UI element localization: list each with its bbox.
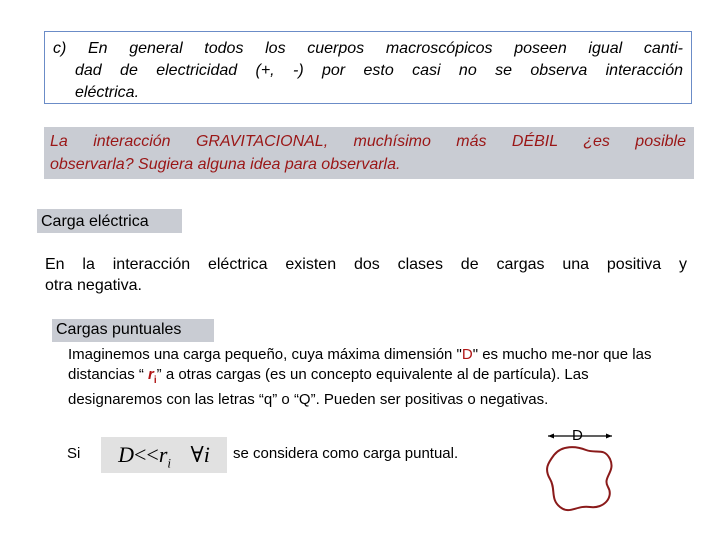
dimension-label: D — [572, 427, 583, 444]
consider-text: se considera como carga puntual. — [233, 445, 459, 462]
statement-line-3: eléctrica. — [75, 84, 140, 101]
statement-line-1: c) En general todos los cuerpos macroscópicos poseen igual canti- — [53, 40, 683, 57]
formula-operator: << — [133, 442, 159, 467]
heading-cargas-puntuales: Cargas puntuales — [52, 319, 214, 342]
formula-d: D — [118, 442, 134, 467]
statement-box — [44, 31, 692, 104]
formula-sub-i: i — [167, 455, 171, 471]
paragraph-line-1: En la interacción eléctrica existen dos clases de cargas una positiva y — [45, 256, 687, 273]
symbol-d: D — [461, 346, 473, 363]
paragraph-line-2: otra negativa. — [45, 277, 142, 294]
arrow-left — [548, 434, 554, 439]
formula-i: i — [203, 442, 210, 467]
symbol-r: r — [148, 365, 154, 383]
text-segment: ” a otras cargas (es un concepto equivalente al de partícula). Las designaremos con las letras “q” o “Q”. Pueden ser positivas o negativas. — [68, 365, 589, 408]
text-segment: Imaginemos una carga pequeño, cuya máxima dimensión " — [68, 346, 462, 363]
symbol-i: i — [153, 374, 157, 386]
formula-r: r — [158, 442, 168, 467]
si-label: Si — [67, 445, 81, 462]
statement-line-2: dad de electricidad (+, -) por esto casi no se observa interacción — [75, 62, 683, 79]
forall-symbol: ∀ — [190, 442, 204, 467]
paragraph-carga-electrica — [45, 254, 687, 296]
heading-carga-electrica: Carga eléctrica — [37, 209, 182, 233]
arrow-right — [606, 434, 612, 439]
paragraph-cargas-puntuales — [68, 345, 656, 410]
text-segment: " es mucho me-nor que las distancias “ — [68, 346, 652, 383]
charge-outline — [547, 447, 611, 510]
question-line-2: observarla? Sugiera alguna idea para observarla. — [50, 156, 401, 173]
formula-box — [101, 437, 227, 473]
question-line-1: La interacción GRAVITACIONAL, muchísimo más DÉBIL ¿es posible — [50, 133, 686, 150]
question-box — [44, 127, 694, 179]
